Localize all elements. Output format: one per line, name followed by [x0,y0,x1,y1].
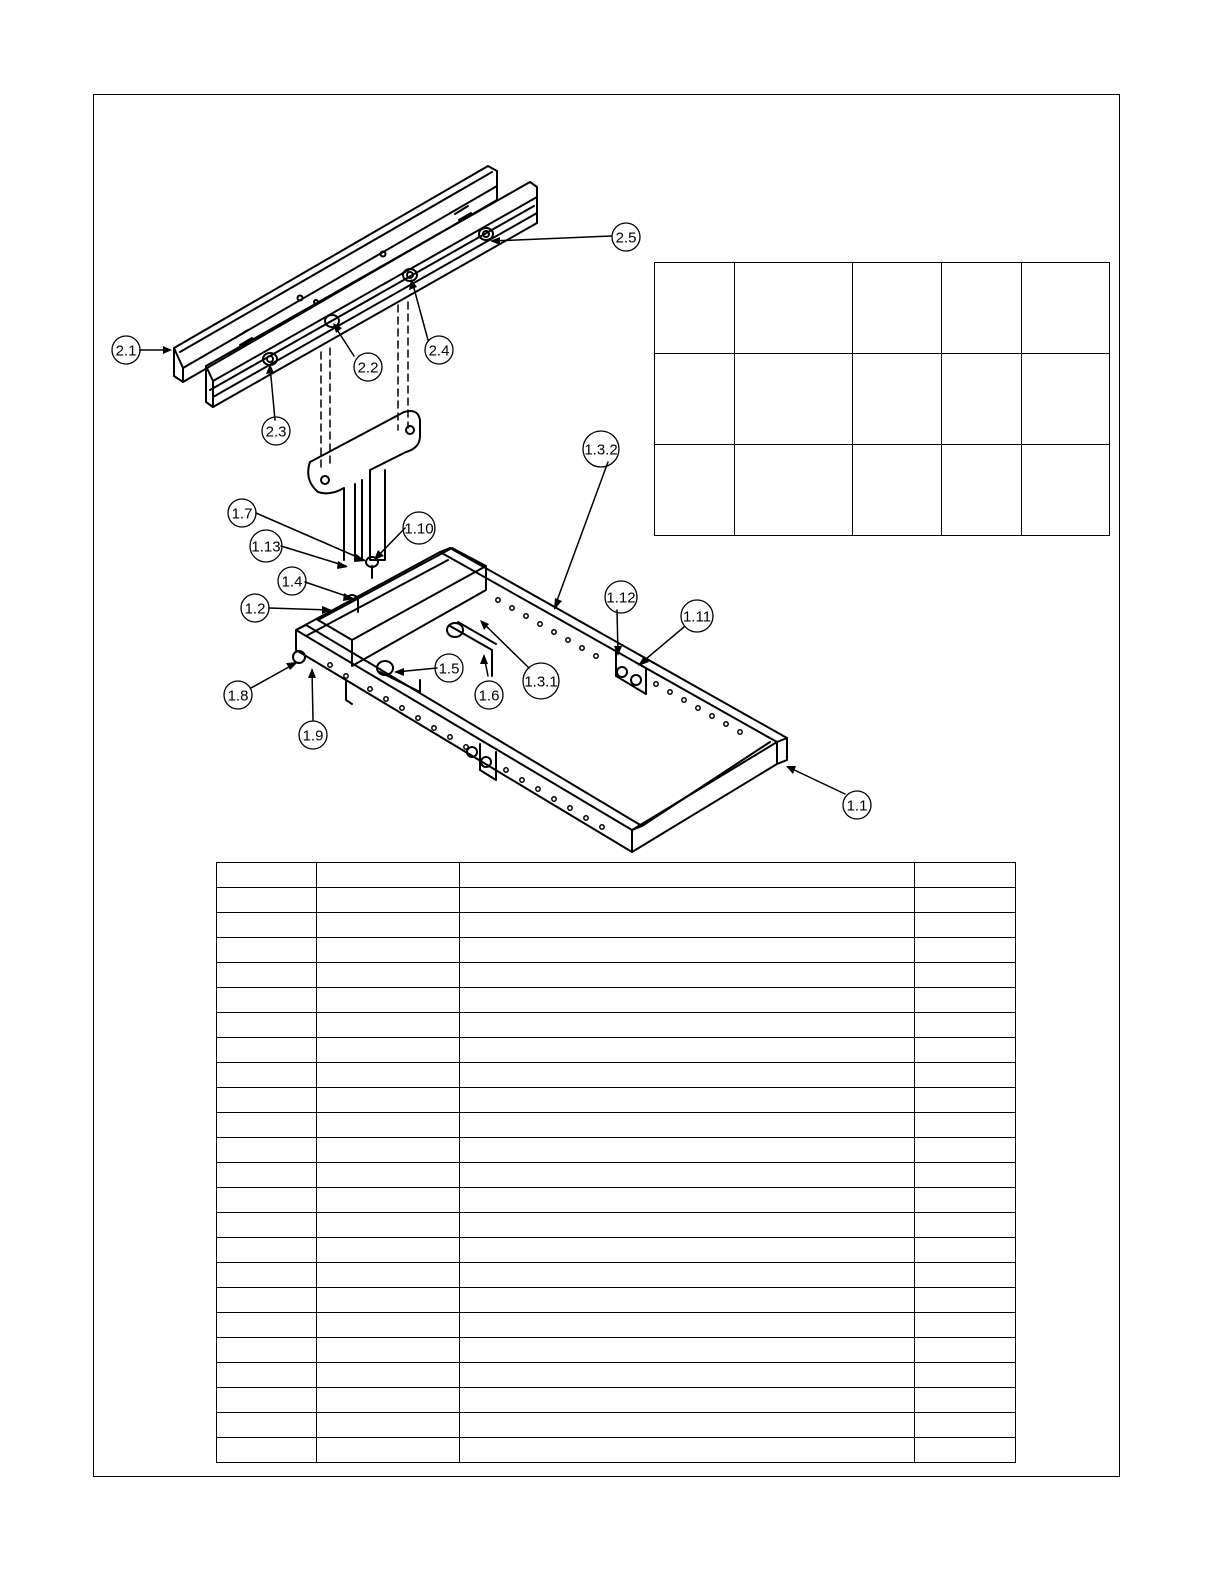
bom-table-cell [915,888,1016,913]
bom-table-row [217,1413,1016,1438]
bom-table-cell [459,1013,914,1038]
bom-table-cell [459,1213,914,1238]
callout-1-6: 1.6 [478,687,500,705]
bom-table-row [217,913,1016,938]
bom-table-cell [217,1388,317,1413]
bom-table-cell [316,1263,459,1288]
bom-table-cell [316,1338,459,1363]
callout-1-1: 1.1 [846,797,868,815]
bom-table-row [217,1013,1016,1038]
bom-table-cell [459,1438,914,1463]
bom-table-cell [915,988,1016,1013]
bom-table-row [217,1188,1016,1213]
bom-table-cell [915,863,1016,888]
bom-table-cell [217,1413,317,1438]
callout-1-13: 1.13 [251,538,281,556]
bom-table-cell [316,963,459,988]
bom-table-row [217,1338,1016,1363]
top-rail [174,166,537,407]
hanger-bracket [308,411,420,560]
bom-table-row [217,888,1016,913]
bom-table-cell [915,1038,1016,1063]
bom-table-cell [459,1088,914,1113]
bom-table-cell [459,1188,914,1213]
bom-table-cell [915,1138,1016,1163]
bom-table-cell [316,1313,459,1338]
info-table-row [655,445,1110,536]
bom-table-cell [915,1263,1016,1288]
bom-table-cell [915,938,1016,963]
bom-table-cell [459,1113,914,1138]
bom-table-cell [217,988,317,1013]
bom-table-cell [459,1163,914,1188]
bom-table-cell [217,888,317,913]
bom-table-cell [915,1188,1016,1213]
callout-1-10: 1.10 [404,520,434,538]
callout-2-3: 2.3 [265,423,287,441]
bom-table-cell [459,913,914,938]
callout-1-3-1: 1.3.1 [524,673,558,691]
bom-table-cell [316,1088,459,1113]
bom-table-cell [217,1113,317,1138]
bom-table-cell [217,913,317,938]
bom-table-row [217,1263,1016,1288]
callout-2-4: 2.4 [428,342,450,360]
bom-table-cell [316,1438,459,1463]
bom-table-cell [915,963,1016,988]
info-table-row [655,354,1110,445]
info-table-cell [852,354,942,445]
bom-table-cell [915,1363,1016,1388]
bom-table-cell [459,938,914,963]
bom-table-cell [217,1038,317,1063]
bom-table-cell [217,1238,317,1263]
info-table-cell [655,263,735,354]
bom-table-row [217,1088,1016,1113]
bom-table-cell [915,1088,1016,1113]
callout-2-5: 2.5 [615,229,637,247]
bom-table-cell [915,1213,1016,1238]
bom-table-row [217,988,1016,1013]
bom-table-cell [459,963,914,988]
bom-table-cell [316,1288,459,1313]
bom-table-cell [217,1088,317,1113]
bom-table-cell [459,1063,914,1088]
callout-1-4: 1.4 [281,573,303,591]
bom-table-row [217,938,1016,963]
bom-table-cell [316,1213,459,1238]
bom-table-cell [217,1188,317,1213]
bom-table-cell [316,888,459,913]
bom-table-cell [217,1313,317,1338]
bom-table-cell [316,1063,459,1088]
info-table-cell [655,445,735,536]
info-table-cell [852,263,942,354]
bom-table-row [217,1163,1016,1188]
bom-table-cell [915,1163,1016,1188]
bom-table-cell [217,1213,317,1238]
callout-1-3-2: 1.3.2 [584,441,618,459]
info-table-cell [734,263,852,354]
bom-table-cell [459,1313,914,1338]
info-table-cell [852,445,942,536]
bom-table-cell [915,1313,1016,1338]
callout-2-2: 2.2 [357,359,379,377]
info-table-cell [734,445,852,536]
info-table-cell [1022,354,1110,445]
bom-table-cell [217,963,317,988]
bom-table-cell [915,1438,1016,1463]
bom-table-cell [217,1363,317,1388]
bom-table-row [217,1238,1016,1263]
bom-table-cell [316,1138,459,1163]
bom-table-cell [316,1188,459,1213]
bom-table-cell [217,1063,317,1088]
bom-table-cell [459,1288,914,1313]
bom-table-row [217,1063,1016,1088]
callout-2-1: 2.1 [115,342,137,360]
bom-table-cell [217,1288,317,1313]
bom-table-cell [217,1338,317,1363]
bom-table-cell [915,1288,1016,1313]
bom-table-cell [316,1038,459,1063]
bom-table-cell [459,988,914,1013]
bom-table-row [217,863,1016,888]
bom-table-row [217,1038,1016,1063]
bom-table-cell [316,913,459,938]
bom-table-cell [915,913,1016,938]
bom-table-cell [217,938,317,963]
bom-table-cell [316,1013,459,1038]
callout-1-8: 1.8 [227,687,249,705]
bom-table-cell [459,1363,914,1388]
bom-table-cell [459,1338,914,1363]
bom-table-cell [217,1138,317,1163]
info-table-row [655,263,1110,354]
bom-table-cell [459,888,914,913]
bom-table-cell [459,1388,914,1413]
bom-table-row [217,1138,1016,1163]
info-table-cell [942,445,1022,536]
bom-table-row [217,1388,1016,1413]
info-table-cell [734,354,852,445]
callout-1-2: 1.2 [244,600,266,618]
bom-table-cell [459,1138,914,1163]
callout-1-5: 1.5 [438,660,460,678]
bom-table-cell [915,1388,1016,1413]
bom-table-row [217,1313,1016,1338]
bom-table-cell [316,1163,459,1188]
callout-1-12: 1.12 [606,589,636,607]
bom-table-row [217,1113,1016,1138]
bom-table-cell [217,1013,317,1038]
bom-table-cell [316,1363,459,1388]
bom-table-cell [459,1263,914,1288]
bom-table-row [217,1363,1016,1388]
bom-table-row [217,1288,1016,1313]
bom-table-cell [316,938,459,963]
info-table-cell [942,354,1022,445]
bom-table-cell [915,1113,1016,1138]
bom-table-cell [316,1238,459,1263]
lower-tray [293,548,787,852]
info-table-cell [1022,263,1110,354]
bill-of-materials-table [216,862,1016,1463]
bom-table-cell [459,1038,914,1063]
bom-table-cell [316,988,459,1013]
bom-table-cell [316,1413,459,1438]
callout-1-9: 1.9 [302,727,324,745]
bom-table-cell [915,1238,1016,1263]
info-table-cell [942,263,1022,354]
bom-table-cell [459,863,914,888]
bom-table-cell [915,1413,1016,1438]
bom-table-row [217,1213,1016,1238]
bom-table-cell [316,1388,459,1413]
bom-table-row [217,963,1016,988]
callout-1-11: 1.11 [682,608,712,626]
bom-table-cell [915,1013,1016,1038]
bom-table-cell [217,1263,317,1288]
bom-table-cell [217,1163,317,1188]
bom-table-cell [217,1438,317,1463]
bom-table-cell [915,1063,1016,1088]
bom-table-row [217,1438,1016,1463]
info-table [654,262,1110,536]
bom-table-cell [316,1113,459,1138]
info-table-cell [1022,445,1110,536]
bom-table-cell [217,863,317,888]
bom-table-cell [915,1338,1016,1363]
callout-1-7: 1.7 [231,505,253,523]
info-table-cell [655,354,735,445]
bom-table-cell [459,1238,914,1263]
bom-table-cell [316,863,459,888]
bom-table-cell [459,1413,914,1438]
